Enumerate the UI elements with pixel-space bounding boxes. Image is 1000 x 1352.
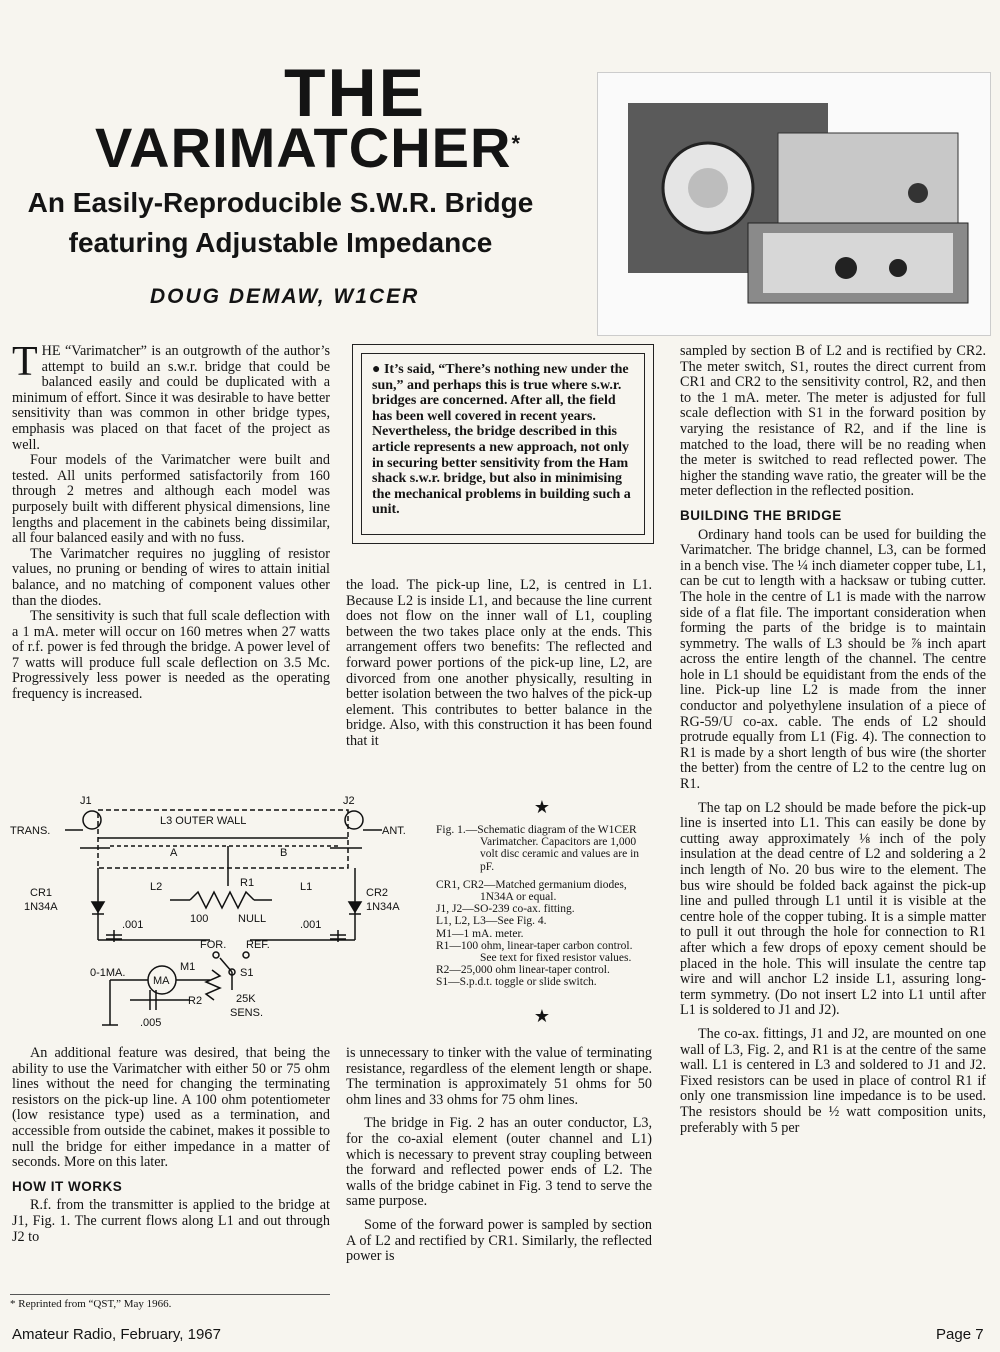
star-icon: ★ [533,797,551,817]
sch-ant: ANT. [382,825,406,837]
sch-ref: REF. [246,939,270,951]
caption-l: L1, L2, L3—See Fig. 4. [436,915,547,928]
device-photo [597,72,991,336]
subtitle-line-1: An Easily-Reproducible S.W.R. Bridge [27,187,534,218]
sch-trans: TRANS. [10,825,51,837]
sch-meter: 0-1MA. [90,967,126,979]
caption-s1: S1—S.p.d.t. toggle or slide switch. [436,976,597,989]
caption-j: J1, J2—SO-239 co-ax. fitting. [436,903,575,916]
column-2 [346,578,652,750]
drop-cap: T [12,339,38,385]
caption-cr: CR1, CR2—Matched germanium diodes, 1N34A or equal. [436,878,627,904]
col2-para-3: The bridge in Fig. 2 has an outer conductor, L3, for the co-axial element (outer channel and L1) which is necessary to prevent stray coupling between the forward and reflected power ends of L2. The walls of the bridge cabinet in Fig. 3 tend to serve the same purpose. [346,1115,652,1210]
schematic-diagram [10,790,430,1040]
heading-building-the-bridge: BUILDING THE BRIDGE [680,507,842,523]
sch-c3: .005 [140,1017,162,1029]
pull-quote-box [352,344,654,544]
sch-cr2: CR2 [366,887,389,899]
col1-para-1: HE “Varimatcher” is an outgrowth of the author’s attempt to build an s.w.r. bridge that could be balanced easily and could be duplicated with a minimum of effort. Since it was desirable to have better sensitivity than was common in other bridge types, emphasis was placed on that facet of the project as well. [12,343,330,453]
heading-how-it-works: HOW IT WORKS [12,1178,123,1194]
column-3 [680,344,986,1136]
subtitle-line-2: featuring Adjustable Impedance [68,227,493,258]
sch-null: NULL [238,913,267,925]
sch-j1: J1 [80,795,92,807]
sch-r2v: 25K [236,993,256,1005]
sch-m1: M1 [180,961,196,973]
sch-cr1v: 1N34A [24,901,58,913]
col3-para-1: sampled by section B of L2 and is rectified by CR2. The meter switch, S1, routes the direct current from CR1 and CR2 to the sensitivity control, R2, and then to the 1 mA. meter. The meter is adjusted for full scale deflection with S1 in the forward position by varying the resistance of R2, and if the line is matched to the load, there will be no reading when the meter is switched to read reflected power. The higher the standing wave ratio, the greater will be the meter deflection in the reflected position. [680,343,986,500]
page-number: Page 7 [936,1326,984,1343]
sch-l1: L1 [300,881,313,893]
sch-l3: L3 OUTER WALL [160,815,247,827]
sch-sens: SENS. [230,1007,264,1019]
col1-para-5: An additional feature was desired, that being the ability to use the Varimatcher with either 50 or 75 ohm lines without the need for changing the terminating resistors on the pick-up line. A 100 ohm potentiometer (low resistance type) used as a termination, and accessible from outside the cabinet, makes it possible to null the bridge for either impedance in a matter of seconds. More on this later. [12,1045,330,1171]
sch-c1: .001 [122,919,144,931]
bullet-icon: ● [372,362,381,377]
sch-a: A [170,847,178,859]
column-1 [12,339,330,703]
sch-r2: R2 [188,995,203,1007]
col2-para-1: the load. The pick-up line, L2, is centred in L1. Because L2 is inside L1, and because the line current does not flow on the inner wall of L1, coupling between the two takes place only at the ends. This arrangement offers two benefits: The reflected and forward power portions of the pick-up line, L2, are divorced from one another physically, resulting in better isolation between the two halves of the pick-up element. This contributes to better balance in the bridge. Also, with this construction it has been found that it [346,577,652,749]
sch-for: FOR. [200,939,227,951]
sch-r1: R1 [240,877,255,889]
caption-fig: Fig. 1.—Schematic diagram of the W1CER Varimatcher. Capacitors are 1,000 volt disc ceramic and values are in pF. [436,824,640,873]
byline: DOUG DEMAW, W1CER [150,285,420,308]
pull-quote-text: It’s said, “There’s nothing new under the sun,” and perhaps this is true where s.w.r. bridges are concerned. After all, the field has been well covered in recent years. Nevertheless, the bridge described in this article represents a new approach, not only in securing better sensitivity from the Ham shack s.w.r. bridge, but also in minimising the mechanical problems in building such a unit. [372,362,631,518]
col1-para-6: R.f. from the transmitter is applied to the bridge at J1, Fig. 1. The current flows along L1 and out through J2 to [12,1197,330,1245]
footnote: * Reprinted from “QST,” May 1966. [10,1294,330,1310]
title-line-2: VARIMATCHER* [94,116,521,179]
sch-l2: L2 [150,881,163,893]
col2-para-4: Some of the forward power is sampled by section A of L2 and rectified by CR1. Similarly, the reflected power is [346,1216,652,1265]
col1-para-3: The Varimatcher requires no juggling of resistor values, no pruning or bending of wires to attain initial balance, and no matching of component values other than the diodes. [12,545,330,609]
footer-publication: Amateur Radio, February, 1967 [12,1326,221,1343]
figure-caption [436,824,650,989]
column-1-lower [12,1046,330,1245]
sch-b: B [280,847,288,859]
caption-m: M1—1 mA. meter. [436,927,524,940]
col3-para-3: The tap on L2 should be made before the pick-up line is inserted into L1. This can easily be done by cutting away approximately ⅛ inch of the poly insulation at the dead centre of L2 and soldering a 2 inch length of No. 20 bus wire to the element. The bus wire should be folded back against the pick-up line and pulled through L1 until it is visible at the centre hole of the copper tubing. It is a simple matter to pull it out through the hole for connection to R1 after which a few drops of epoxy cement should be placed in the hole. This will insulate the centre tap wire and will anchor L2 inside L1, assuring long-term symmetry. (Do not insert L2 into L1 until after L1 is soldered to J1 and J2). [680,799,986,1019]
sch-j2: J2 [343,795,355,807]
column-2-lower [346,1046,652,1265]
sch-ma: MA [153,975,170,987]
title-line-1: THE [284,55,426,131]
sch-c2: .001 [300,919,322,931]
col1-para-4: The sensitivity is such that full scale deflection with a 1 mA. meter will occur on 160 metres when 27 watts of r.f. power is fed through the bridge. A power level of 7 watts will produce full scale deflection on 3.5 Mc. Progressively less power is needed as the operating frequency is increased. [12,608,330,703]
sch-cr1: CR1 [30,887,53,899]
col1-para-2: Four models of the Varimatcher were built and tested. All units performed satisfactorily from 160 through 2 metres and although each model was purposely built with different physical dimensions, line lengths and placement in the cabinets being dissimilar, all four balanced easily and with no fuss. [12,452,330,547]
caption-r1: R1—100 ohm, linear-taper carbon control. See text for fixed resistor values. [436,939,633,965]
caption-r2: R2—25,000 ohm linear-taper control. [436,964,610,977]
star-icon: ★ [533,1006,551,1026]
sch-s1: S1 [240,967,254,979]
sch-r1v: 100 [190,913,209,925]
sch-cr2v: 1N34A [366,901,400,913]
col3-para-4: The co-ax. fittings, J1 and J2, are mounted on one wall of L3, Fig. 2, and R1 is at the centre of the same wall. L1 is centered in L3 and soldered to J1 and J2. Fixed resistors can be used in place of control R1 if only one transmission line impedance is to be used. The resistors should be ½ watt composition units, preferably with 5 per [680,1025,986,1136]
col2-para-2: is unnecessary to tinker with the value of terminating resistance, regardless of the element length or shape. The termination is approximately 51 ohms for 50 ohm lines and 33 ohms for 75 ohm lines. [346,1045,652,1108]
col3-para-2: Ordinary hand tools can be used for building the Varimatcher. The bridge channel, L3, can be formed in a bench vise. The ¼ inch diameter copper tube, L1, can be cut to length with a hacksaw or tubing cutter. The hole in the centre of L1 is made with the narrow side of a flat file. The important consideration when forming the parts of the bridge is to maintain symmetry. The walls of L3 should be ⅞ inch apart across the entire length of the channel. The centre hole in L1 should be equidistant from the ends of the line. Pick-up line L2 is made from the inner conductor and polyethylene insulation of a piece of RG-59/U co-ax. cable. The ends of L2 should protrude equally from L1 (Fig. 4). The connection to R1 is made by a short length of bus wire (the shorter the better) from the centre of L2 to the centre lug on R1. [680,526,986,793]
